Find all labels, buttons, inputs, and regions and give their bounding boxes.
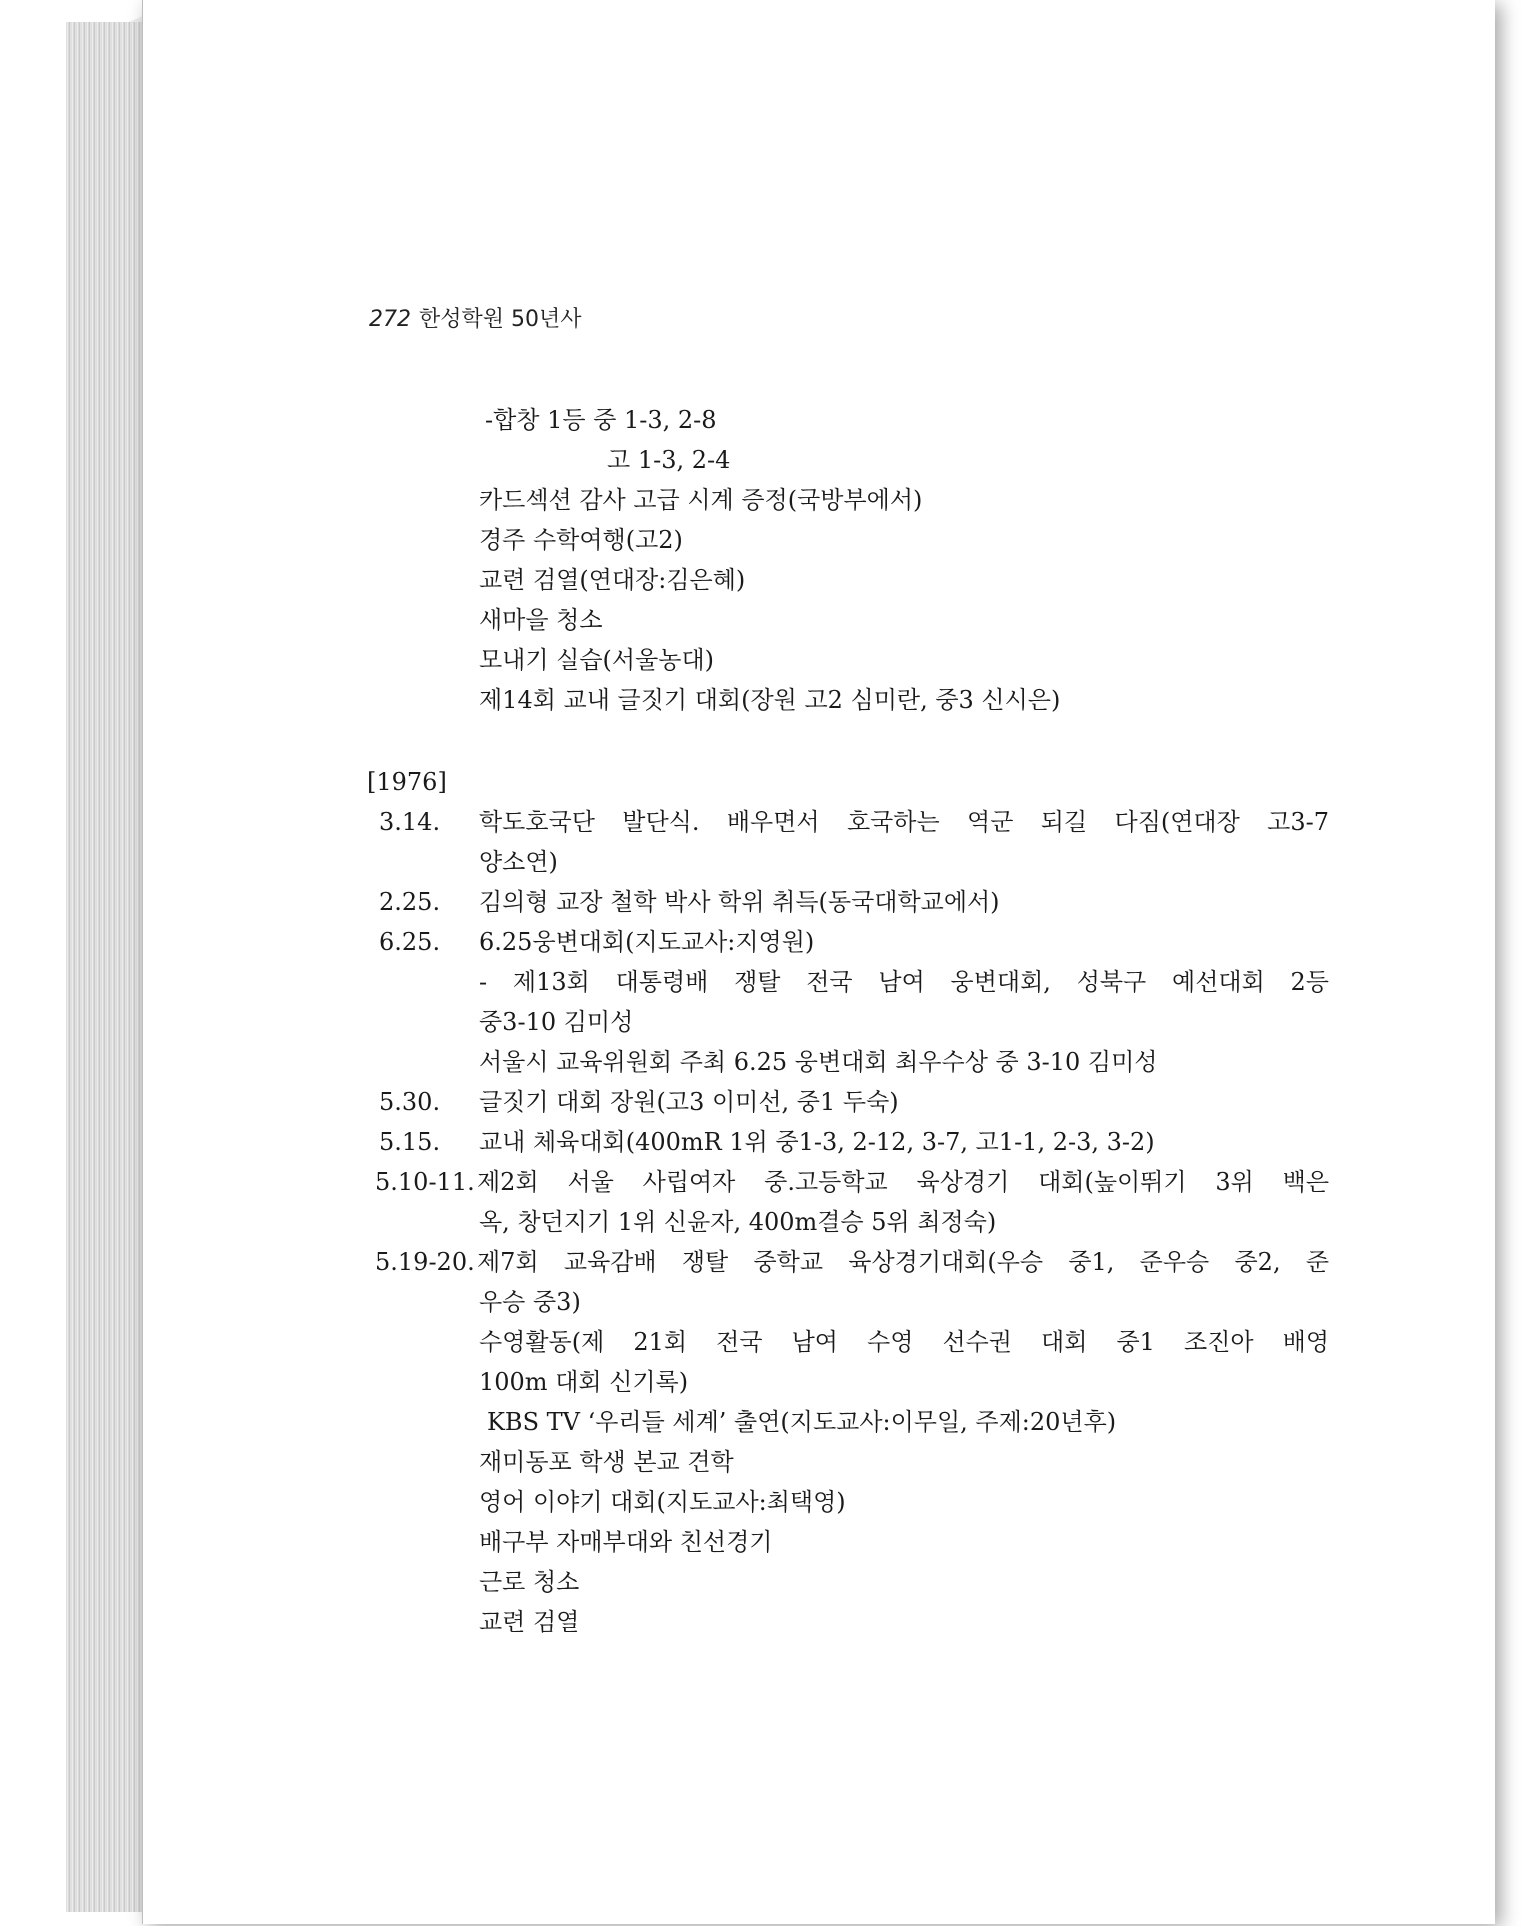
entry-text: 글짓기 대회 장원(고3 이미선, 중1 두숙) <box>479 1088 899 1116</box>
page-content <box>143 0 1495 1924</box>
entry-date: 6.25. <box>379 928 441 956</box>
entry-date: 5.15. <box>379 1128 441 1156</box>
entry-text: 제7회 교육감배 쟁탈 중학교 육상경기대회(우승 중1, 준우승 중2, 준 <box>477 1248 1329 1276</box>
pre-line: 모내기 실습(서울농대) <box>479 646 715 674</box>
pre-line: -합창 1등 중 1-3, 2-8 <box>485 406 717 434</box>
entry-date: 5.30. <box>379 1088 441 1116</box>
entry-text: 학도호국단 발단식. 배우면서 호국하는 역군 되길 다짐(연대장 고3-7 <box>479 808 1329 836</box>
entry-text: 우승 중3) <box>479 1288 581 1316</box>
entry-text: 교련 검열 <box>479 1608 580 1636</box>
book-page <box>142 0 1495 1924</box>
pre-line: 고 1-3, 2-4 <box>607 446 731 474</box>
entry-text: 배구부 자매부대와 친선경기 <box>479 1528 773 1556</box>
entry-text: 100m 대회 신기록) <box>479 1368 689 1396</box>
entry-text: 교내 체육대회(400mR 1위 중1-3, 2-12, 3-7, 고1-1, 2-3, 3-2) <box>479 1128 1155 1156</box>
book-title: 한성학원 50년사 <box>419 307 582 332</box>
entry-text: 근로 청소 <box>479 1568 580 1596</box>
pre-line: 제14회 교내 글짓기 대회(장원 고2 심미란, 중3 신시은) <box>479 686 1061 714</box>
entry-date: 5.19-20. <box>375 1248 475 1276</box>
pre-line: 경주 수학여행(고2) <box>479 526 683 554</box>
entry-text: 6.25웅변대회(지도교사:지영원) <box>479 928 815 956</box>
entry-date: 3.14. <box>379 808 441 836</box>
entry-text: 서울시 교육위원회 주최 6.25 웅변대회 최우수상 중 3-10 김미성 <box>479 1048 1158 1076</box>
pre-line: 교련 검열(연대장:김은혜) <box>479 566 746 594</box>
entry-text: - 제13회 대통령배 쟁탈 전국 남여 웅변대회, 성북구 예선대회 2등 <box>479 968 1329 996</box>
entry-text: 중3-10 김미성 <box>479 1008 634 1036</box>
entry-text: 옥, 창던지기 1위 신윤자, 400m결승 5위 최정숙) <box>479 1208 997 1236</box>
pre-line: 카드섹션 감사 고급 시계 증정(국방부에서) <box>479 486 923 514</box>
entry-text: 김의형 교장 철학 박사 학위 취득(동국대학교에서) <box>479 888 1000 916</box>
year-heading: [1976] <box>367 768 447 796</box>
entry-text: 영어 이야기 대회(지도교사:최택영) <box>479 1488 846 1516</box>
entry-text: 수영활동(제 21회 전국 남여 수영 선수권 대회 중1 조진아 배영 <box>479 1328 1329 1356</box>
pre-line: 새마을 청소 <box>479 606 603 634</box>
entry-text: 재미동포 학생 본교 견학 <box>479 1448 734 1476</box>
entry-text: 양소연) <box>479 848 558 876</box>
entry-text: 제2회 서울 사립여자 중.고등학교 육상경기 대회(높이뛰기 3위 백은 <box>477 1168 1329 1196</box>
page-number: 272 <box>369 307 411 332</box>
entry-text: KBS TV ‘우리들 세계’ 출연(지도교사:이무일, 주제:20년후) <box>487 1408 1117 1436</box>
entry-date: 2.25. <box>379 888 441 916</box>
entry-date: 5.10-11. <box>375 1168 475 1196</box>
